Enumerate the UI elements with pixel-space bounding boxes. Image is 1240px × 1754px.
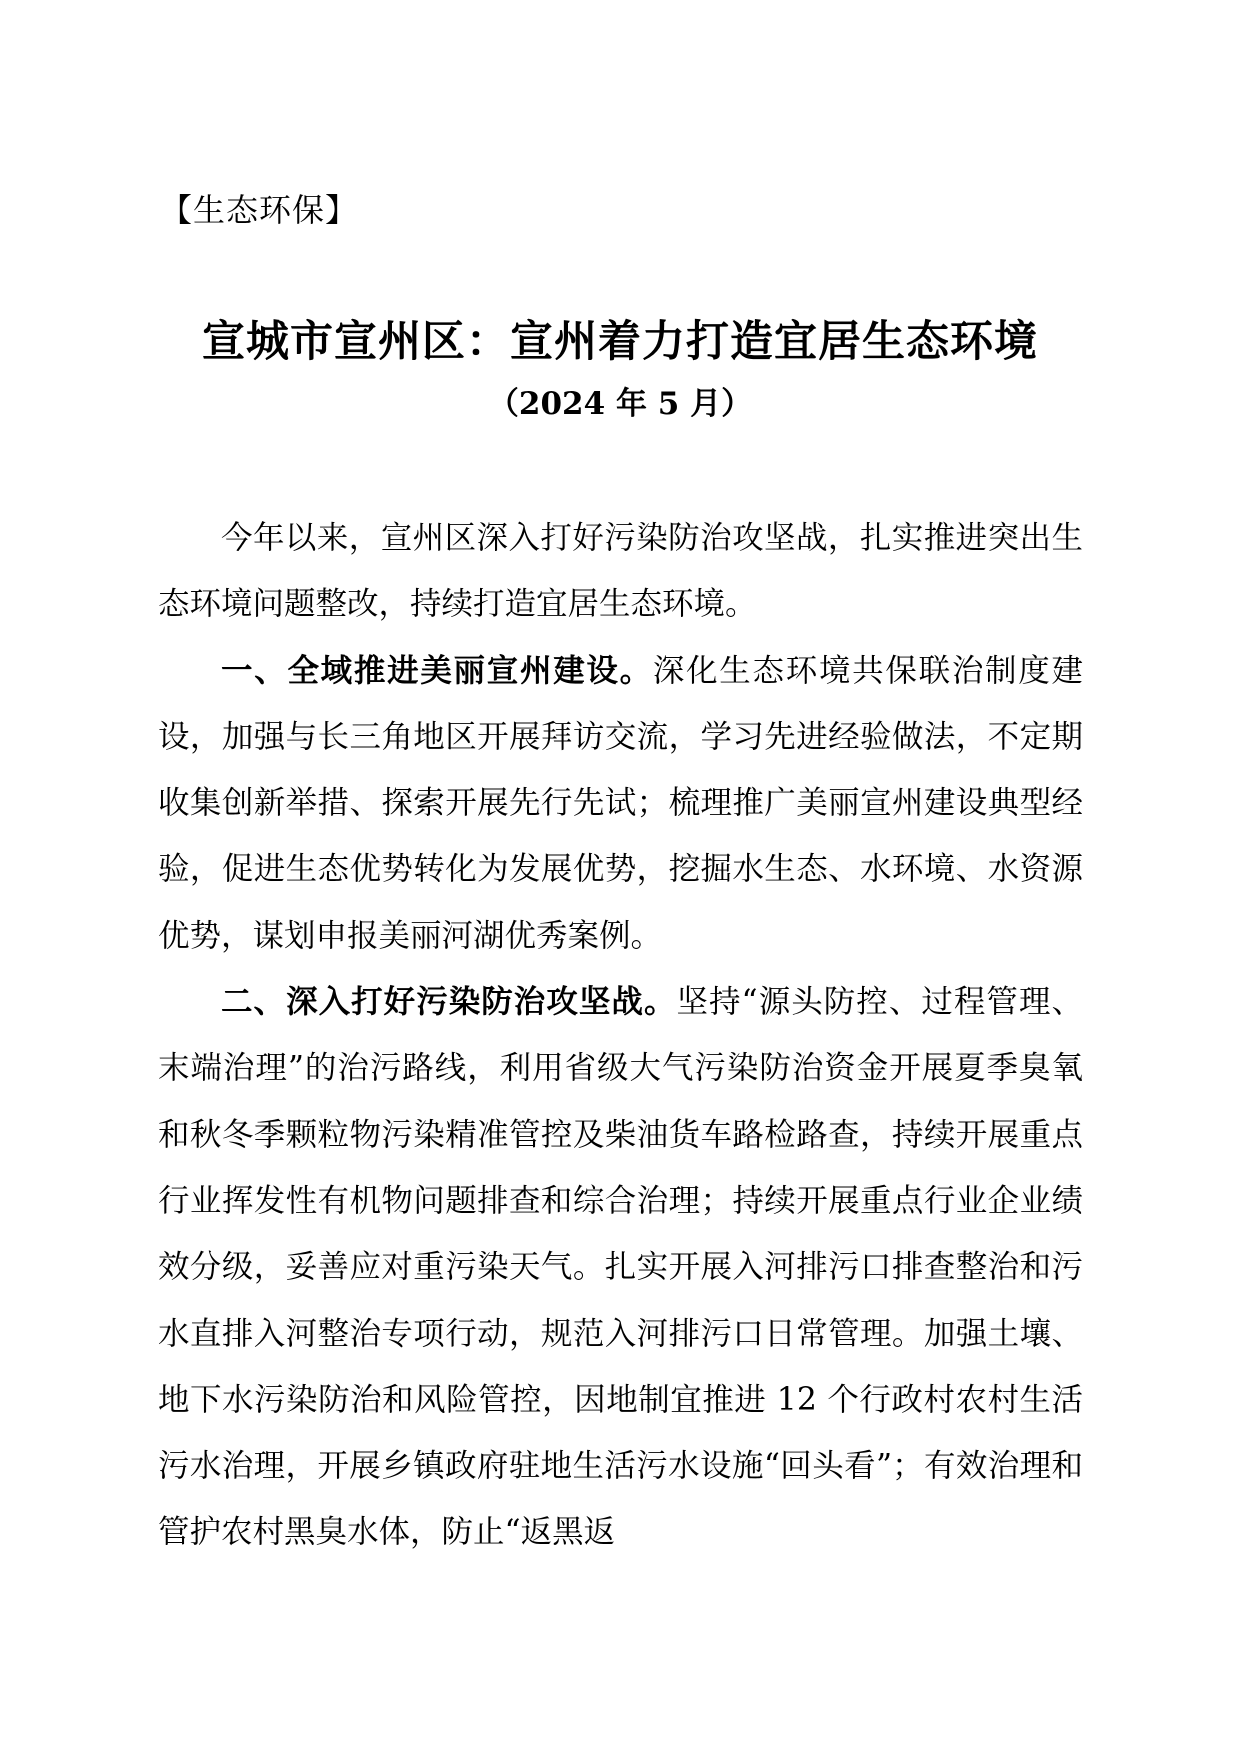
paragraph-text: 深化生态环境共保联治制度建设，加强与长三角地区开展拜访交流，学习先进经验做法，不定期收集创新举措、探索开展先行先试；梳理推广美丽宣州建设典型经验，促进生态优势转化为发展优势，挖掘水生态、水环境、水资源优势，谋划申报美丽河湖优秀案例。 — [158, 652, 1083, 954]
document-title: 宣城市宣州区：宣州着力打造宜居生态环境 — [202, 317, 1038, 367]
paragraph-section-2 — [158, 969, 1083, 1566]
section-heading: 二、深入打好污染防治攻坚战。 — [221, 984, 677, 1021]
document-body — [158, 505, 1083, 1566]
paragraph-section-1 — [158, 638, 1083, 969]
paragraph-text: 今年以来，宣州区深入打好污染防治攻坚战，扎实推进突出生态环境问题整改，持续打造宜居生态环境。 — [158, 520, 1083, 623]
category-label: 【生态环保】 — [160, 191, 359, 229]
document-date: （2024 年 5 月） — [487, 386, 753, 422]
section-heading: 一、全域推进美丽宣州建设。 — [221, 652, 653, 689]
paragraph-intro — [158, 505, 1083, 638]
paragraph-text: 坚持“源头防控、过程管理、末端治理”的治污路线，利用省级大气污染防治资金开展夏季臭氧和秋冬季颗粒物污染精准管控及柴油货车路检路查，持续开展重点行业挥发性有机物问题排查和综合治理；持续开展重点行业企业绩效分级，妥善应对重污染天气。扎实开展入河排污口排查整治和污水直排入河整治专项行动，规范入河排污口日常管理。加强土壤、地下水污染防治和风险管控，因地制宜推进 12 个行政村农村生活污水治理，开展乡镇政府驻地生活污水设施“回头看”；有效治理和管护农村黑臭水体，防止“返黑返 — [158, 984, 1083, 1551]
